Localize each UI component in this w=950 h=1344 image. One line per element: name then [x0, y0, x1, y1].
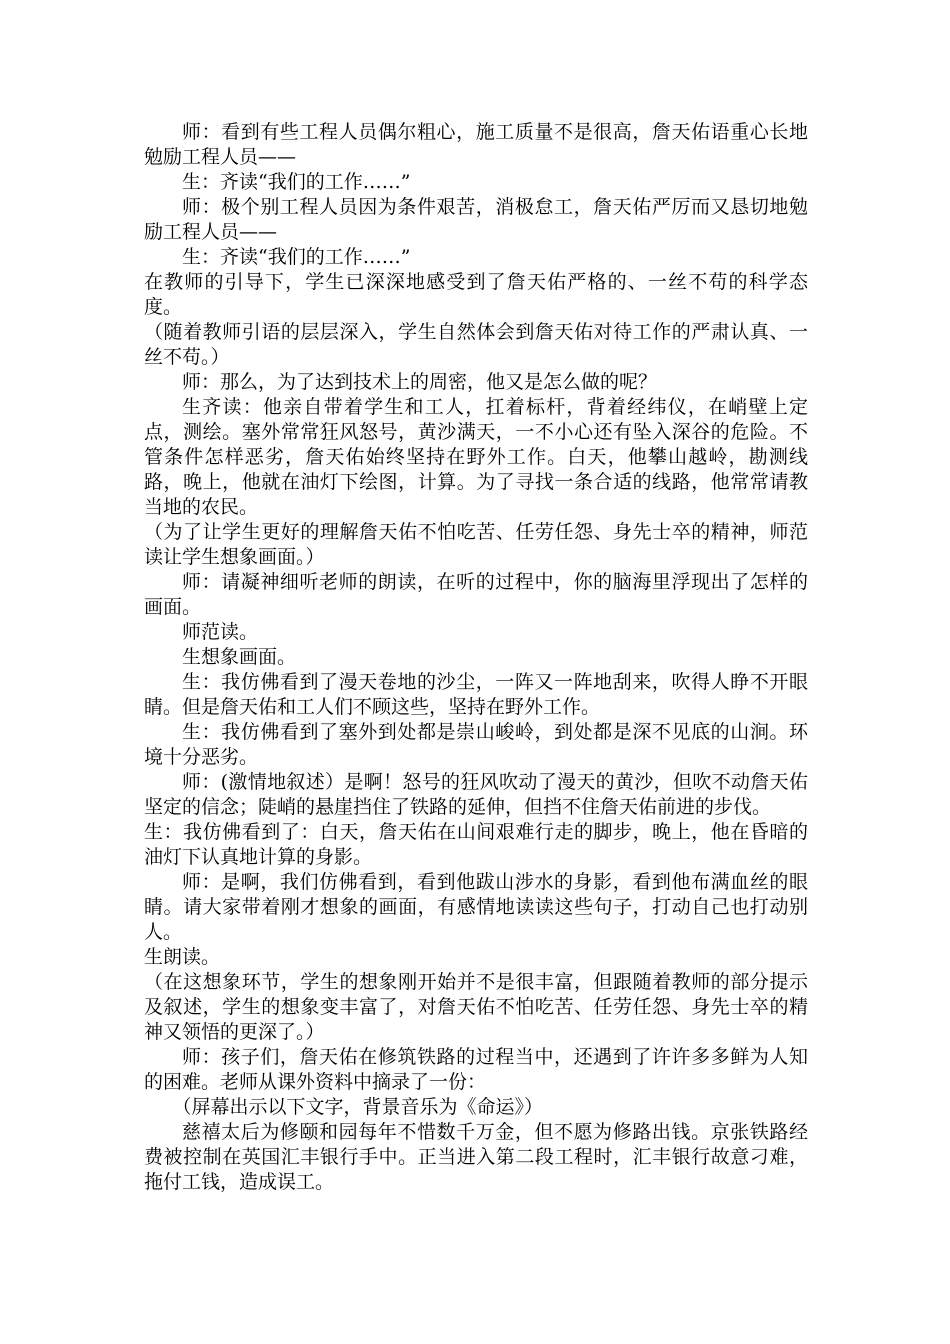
- document-page: [144, 120, 808, 1195]
- paragraph: 师：看到有些工程人员偶尔粗心，施工质量不是很高，詹天佑语重心长地勉励工程人员——: [144, 121, 808, 168]
- paragraph: 生齐读：他亲自带着学生和工人，扛着标杆，背着经纬仪，在峭壁上定点，测绘。塞外常常狂风怒号，黄沙满天，一不小心还有坠入深谷的危险。不管条件怎样恶劣，詹天佑始终坚持在野外工作。白天，他攀山越岭，勘测线路，晚上，他就在油灯下绘图，计算。为了寻找一条合适的线路，他常常请教当地的农民。: [144, 396, 808, 518]
- paragraph: 生：我仿佛看到了漫天卷地的沙尘，一阵又一阵地刮来，吹得人睁不开眼睛。但是詹天佑和工人们不顾这些，坚持在野外工作。: [144, 671, 808, 718]
- paragraph: 生朗读。: [144, 946, 221, 968]
- paragraph: 生：我仿佛看到了：白天，詹天佑在山间艰难行走的脚步，晚上，他在昏暗的油灯下认真地计算的身影。: [144, 821, 808, 868]
- paragraph: 在教师的引导下，学生已深深地感受到了詹天佑严格的、一丝不苟的科学态度。: [144, 271, 808, 318]
- paragraph: 慈禧太后为修颐和园每年不惜数千万金，但不愿为修路出钱。京张铁路经费被控制在英国汇丰银行手中。正当进入第二段工程时，汇丰银行故意刁难，拖付工钱，造成误工。: [144, 1121, 808, 1193]
- paragraph: 师：(激情地叙述）是啊！怒号的狂风吹动了漫天的黄沙，但吹不动詹天佑坚定的信念；陡峭的悬崖挡住了铁路的延伸，但挡不住詹天佑前进的步伐。: [144, 771, 808, 818]
- paragraph: 生：我仿佛看到了塞外到处都是崇山峻岭，到处都是深不见底的山涧。环境十分恶劣。: [144, 721, 808, 768]
- paragraph: 师：是啊，我们仿佛看到，看到他跋山涉水的身影，看到他布满血丝的眼睛。请大家带着刚才想象的画面，有感情地读读这些句子，打动自己也打动别人。: [144, 871, 808, 943]
- paragraph: 师：请凝神细听老师的朗读，在听的过程中，你的脑海里浮现出了怎样的画面。: [144, 571, 808, 618]
- paragraph: （随着教师引语的层层深入，学生自然体会到詹天佑对待工作的严肃认真、一丝不苟。）: [144, 321, 808, 368]
- paragraph: 生：齐读“我们的工作……”: [182, 171, 411, 193]
- paragraph: 师：孩子们，詹天佑在修筑铁路的过程当中，还遇到了许许多多鲜为人知的困难。老师从课外资料中摘录了一份：: [144, 1046, 808, 1093]
- paragraph: 生想象画面。: [182, 646, 297, 668]
- paragraph: （在这想象环节，学生的想象刚开始并不是很丰富，但跟随着教师的部分提示及叙述，学生的想象变丰富了，对詹天佑不怕吃苦、任劳任怨、身先士卒的精神又领悟的更深了。）: [144, 971, 808, 1043]
- paragraph: 师：极个别工程人员因为条件艰苦，消极怠工，詹天佑严厉而又恳切地勉励工程人员——: [144, 196, 808, 243]
- paragraph: （屏幕出示以下文字，背景音乐为《命运》）: [172, 1096, 544, 1118]
- paragraph: （为了让学生更好的理解詹天佑不怕吃苦、任劳任怨、身先士卒的精神，师范读让学生想象画面。）: [144, 521, 808, 568]
- paragraph: 生：齐读“我们的工作……”: [182, 246, 411, 268]
- paragraph: 师范读。: [182, 621, 259, 643]
- paragraph: 师：那么，为了达到技术上的周密，他又是怎么做的呢？: [182, 371, 658, 393]
